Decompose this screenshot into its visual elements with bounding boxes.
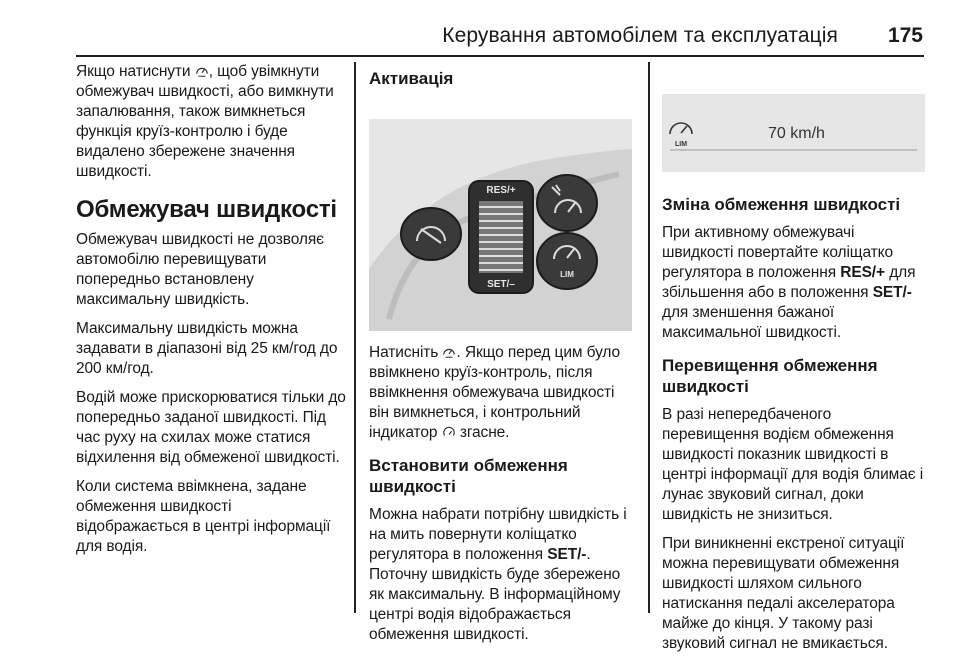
speed-limiter-icon <box>195 64 209 78</box>
speed-limiter-button <box>537 233 597 289</box>
svg-text:LIM: LIM <box>674 141 688 148</box>
steering-wheel-controls-illustration <box>369 119 632 331</box>
column-left <box>76 62 346 566</box>
paragraph-display: Коли система ввімкнена, задане обмеження швидкості відображається в центрі інформації для водія. <box>76 478 331 555</box>
paragraph-exceed-warning: В разі непередбаченого перевищення водієм обмеження швидкості показник швидкості в центрі інформації для водія блимає і лунає звуковий сигнал, доки швидкість не знизиться. <box>662 406 924 523</box>
heading-set-limit: Встановити обмеження швидкості <box>369 456 568 496</box>
heading-exceed-limit: Перевищення обмеження швидкості <box>662 356 878 396</box>
driver-info-display-illustration <box>662 94 925 172</box>
column-divider-1 <box>354 62 356 613</box>
heading-speed-limiter: Обмежувач швидкості <box>76 196 337 223</box>
paragraph-acceleration: Водій може прискорюватися тільки до попередньо заданої швидкості. Під час руху на схилах може статися відхилення від обмеженої швидкості. <box>76 389 346 466</box>
svg-text:LIM: LIM <box>560 270 574 279</box>
paragraph-change-limit: При активному обмежувачі швидкості повертайте коліщатко регулятора в положення RES/+ для збільшення або в положення SET/- для зменшення бажаної максимальної швидкості. <box>662 224 916 341</box>
header-title: Керування автомобілем та експлуатація <box>442 24 838 47</box>
heading-change-limit: Зміна обмеження швидкості <box>662 195 901 214</box>
page-number: 175 <box>887 24 923 47</box>
speed-value: 70 km/h <box>768 125 825 142</box>
cancel-cruise-button <box>401 208 461 260</box>
paragraph-set-limit: Можна набрати потрібну швидкість і на мить повернути коліщатко регулятора в положення SET/-. Поточну швидкість буде збережено як максимальну. В інформаційному центрі водія відображається обмеження швидкості. <box>369 506 627 643</box>
paragraph-intro: Якщо натиснути , щоб увімкнути обмежувач швидкості, або вимкнути запалювання, також вимкнеться функція круїз-контролю і буде видалено збережене значення швидкості. <box>76 63 334 180</box>
header-rule <box>76 55 924 57</box>
paragraph-range: Максимальну швидкість можна задавати в діапазоні від 25 км/год до 200 км/год. <box>76 320 338 377</box>
heading-activation: Активація <box>369 69 454 88</box>
svg-text:RES/+: RES/+ <box>486 185 516 196</box>
cruise-indicator-icon <box>442 425 456 439</box>
paragraph-description: Обмежувач швидкості не дозволяє автомобілю перевищувати попередньо встановлену максимальну швидкість. <box>76 231 324 308</box>
column-divider-2 <box>648 62 650 613</box>
steering-controls-svg <box>369 119 632 331</box>
paragraph-emergency: При виникненні екстреної ситуації можна перевищувати обмеження швидкості шляхом сильного натискання педалі акселератора майже до кінця. У такому разі звуковий сигнал не вмикається. <box>662 535 905 652</box>
speed-limiter-icon <box>442 345 456 359</box>
cruise-control-button <box>537 175 597 231</box>
paragraph-activation: Натисніть . Якщо перед цим було ввімкнено круїз-контроль, після ввімкнення обмежувача швидкості він вимкнеться, і контрольний індикатор згасне. <box>369 344 621 441</box>
column-right <box>662 62 927 663</box>
page-header <box>0 0 960 58</box>
column-middle <box>369 62 635 654</box>
roller-wheel <box>469 181 533 293</box>
display-svg <box>662 94 925 172</box>
svg-text:SET/–: SET/– <box>487 279 515 290</box>
